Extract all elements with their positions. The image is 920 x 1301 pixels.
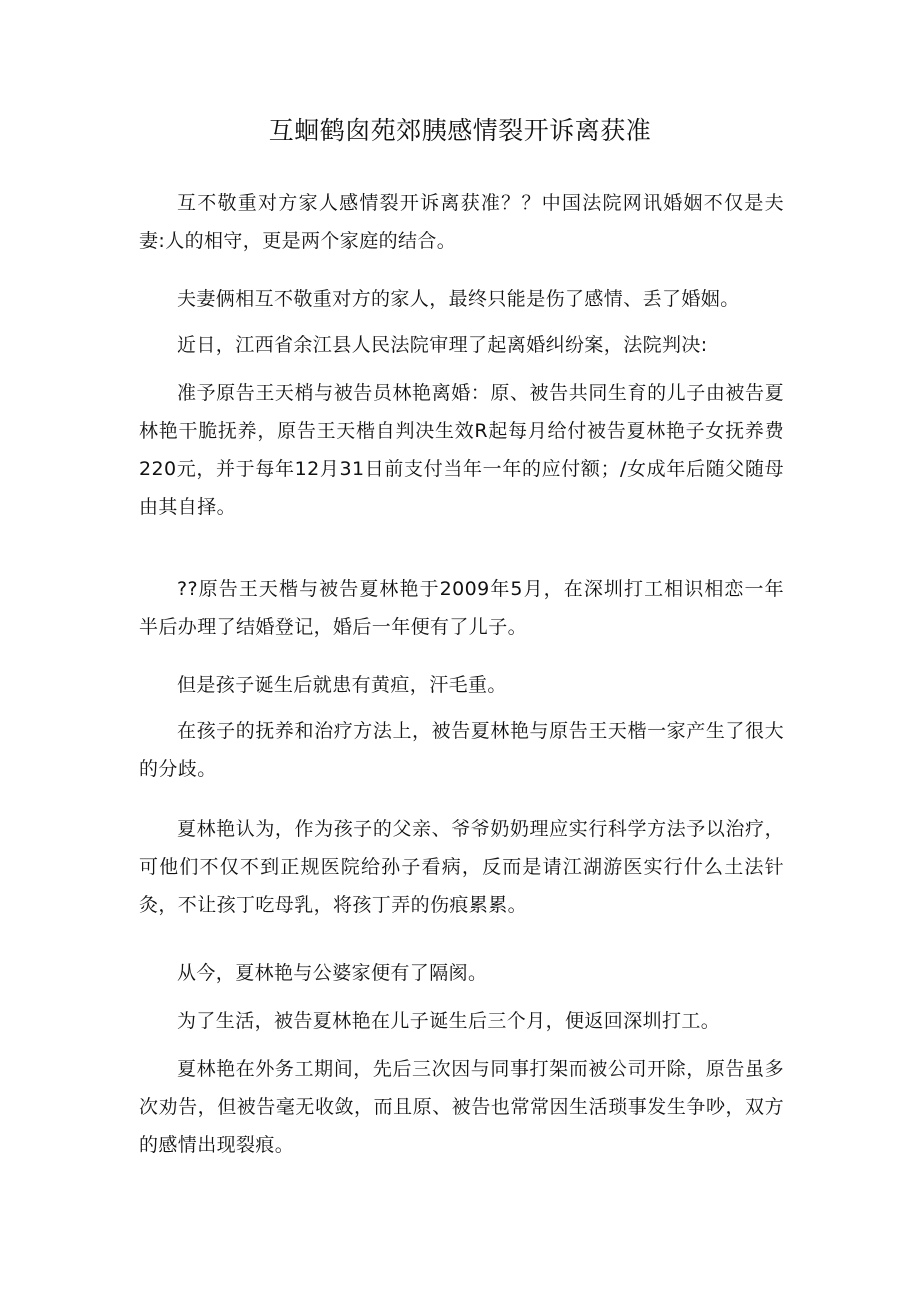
paragraph-11: 夏林艳在外务工期间，先后三次因与同事打架而被公司开除，原告虽多次劝告，但被告毫无收敛，而且原、被告也常常因生活琐事发生争吵，双方的感情出现裂痕。 [139,1058,784,1156]
paragraph-7: 在孩子的抚养和治疗方法上，被告夏林艳与原告王天楷一家产生了很大的分歧。 [139,720,784,780]
paragraph-10: 为了生活，被告夏林艳在儿子诞生后三个月，便返回深圳打工。 [177,1010,721,1032]
paragraph-2: 夫妻俩相互不敬重对方的家人，最终只能是伤了感情、丢了婚姻。 [177,288,740,310]
paragraph-1: 互不敬重对方家人感情裂开诉离获准？？中国法院网讯婚姻不仅是夫妻:人的相守，更是两个家庭的结合。 [139,192,784,252]
paragraph-6: 但是孩子诞生后就患有黄疸，汗毛重。 [177,674,507,696]
paragraph-5: ??原告王天楷与被告夏林艳于2009年5月，在深圳打工相识相恋一年半后办理了结婚登记，婚后一年便有了儿子。 [139,578,784,638]
paragraph-4: 准予原告王天梢与被告员林艳离婚：原、被告共同生育的儿子由被告夏林艳干脆抚养，原告王天楷自判决生效R起每月给付被告夏林艳子女抚养费220元，并于每年12月31日前支付当年一年的应付额；/女成年后随父随母由其自择。 [139,382,784,518]
document-title: 互蛔鹤囱苑郊胰感情裂开诉离获准 [268,116,652,145]
paragraph-8: 夏林艳认为，作为孩子的父亲、爷爷奶奶理应实行科学方法予以治疗，可他们不仅不到正规医院给孙子看病，反而是请江湖游医实行什么土法针灸，不让孩丁吃母乳，将孩丁弄的伤痕累累。 [139,818,784,916]
paragraph-9: 从今，夏林艳与公婆家便有了隔阂。 [177,962,488,984]
paragraph-3: 近日，江西省余江县人民法院审理了起离婚纠纷案，法院判决: [177,334,708,356]
